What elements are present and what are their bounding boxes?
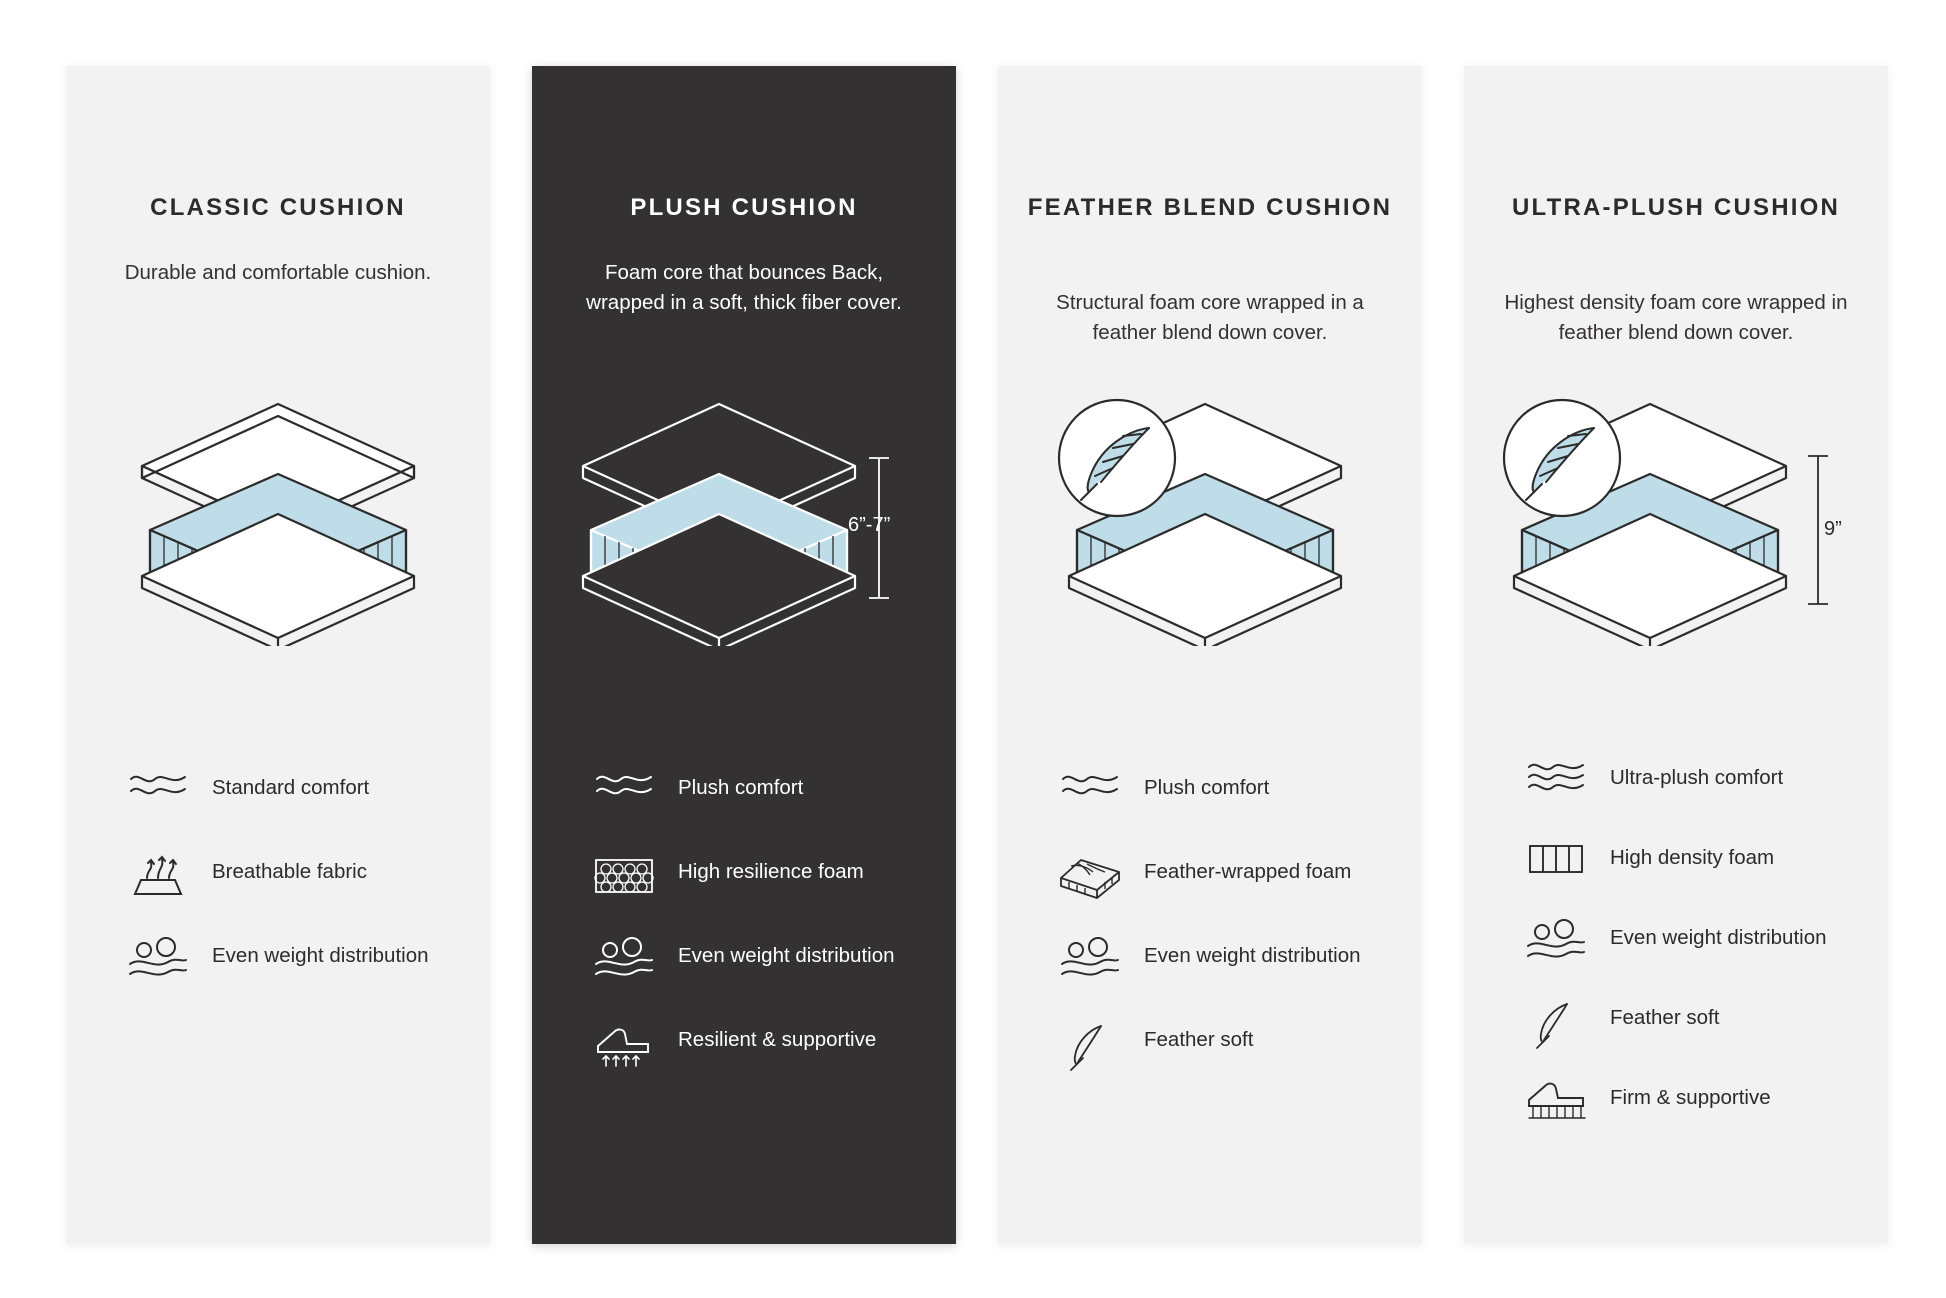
feature-list <box>584 766 924 1102</box>
feature-item <box>1050 1018 1390 1076</box>
feature-label: Breathable fabric <box>212 860 367 883</box>
feather-wrapped-foam-icon <box>1050 850 1130 900</box>
feature-label: Even weight distribution <box>1144 944 1361 967</box>
card-title: FEATHER BLEND CUSHION <box>1027 194 1393 221</box>
dimension-label: 6”-7” <box>848 514 891 536</box>
cushion-card-list <box>66 66 1888 1244</box>
cushion-exploded-diagram <box>1464 396 1888 726</box>
breathable-fabric-icon <box>118 850 198 898</box>
card-description: Foam core that bounces Back, wrapped in a soft, thick fiber cover. <box>586 261 902 315</box>
feature-label: Even weight distribution <box>212 944 429 967</box>
feature-item <box>1050 934 1390 992</box>
card-description: Durable and comfortable cushion. <box>124 261 432 284</box>
feature-item <box>1516 996 1856 1054</box>
feature-item <box>118 766 458 824</box>
feature-item <box>584 1018 924 1076</box>
feature-label: Feather soft <box>1144 1028 1254 1051</box>
feature-item <box>1516 836 1856 894</box>
feature-item <box>584 850 924 908</box>
weight-distribution-icon <box>1050 934 1130 982</box>
card-title: CLASSIC CUSHION <box>150 194 406 221</box>
feather-icon <box>1516 996 1596 1050</box>
feature-item <box>1050 766 1390 824</box>
feature-label: Plush comfort <box>678 776 804 799</box>
wave-icon <box>1050 766 1130 802</box>
feather-callout-badge <box>1504 400 1620 516</box>
feature-item <box>584 766 924 824</box>
feature-list <box>1516 756 1856 1160</box>
feature-item <box>118 850 458 908</box>
cushion-exploded-diagram <box>532 396 956 726</box>
wave-icon <box>1516 756 1596 792</box>
weight-distribution-icon <box>118 934 198 982</box>
feature-label: Firm & supportive <box>1610 1086 1771 1109</box>
feature-label: Resilient & supportive <box>678 1028 877 1051</box>
card-description: Structural foam core wrapped in a feather blend down cover. <box>1056 291 1364 345</box>
feature-label: Plush comfort <box>1144 776 1270 799</box>
dimension-label: 9” <box>1824 518 1842 540</box>
cushion-card-feather-blend[interactable] <box>998 66 1422 1244</box>
feature-item <box>1516 1076 1856 1134</box>
cushion-card-ultra-plush[interactable] <box>1464 66 1888 1244</box>
resilient-support-icon <box>584 1018 664 1068</box>
firm-support-icon <box>1516 1076 1596 1124</box>
feature-label: Even weight distribution <box>1610 926 1827 949</box>
cushion-exploded-diagram <box>998 396 1422 726</box>
feature-item <box>584 934 924 992</box>
feature-label: High density foam <box>1610 846 1775 869</box>
feature-label: Feather-wrapped foam <box>1144 860 1352 883</box>
feature-label: Feather soft <box>1610 1006 1720 1029</box>
card-description: Highest density foam core wrapped in feather blend down cover. <box>1504 291 1848 345</box>
feature-item <box>1516 916 1856 974</box>
weight-distribution-icon <box>1516 916 1596 964</box>
feather-icon <box>1050 1018 1130 1072</box>
feature-list <box>118 766 458 1018</box>
cushion-exploded-diagram <box>66 396 490 726</box>
feature-list <box>1050 766 1390 1102</box>
wave-icon <box>118 766 198 802</box>
feature-label: High resilience foam <box>678 860 864 883</box>
card-title: PLUSH CUSHION <box>630 194 858 221</box>
feature-label: Standard comfort <box>212 776 370 799</box>
feature-label: Even weight distribution <box>678 944 895 967</box>
feather-callout-badge <box>1059 400 1175 516</box>
feature-item <box>118 934 458 992</box>
weight-distribution-icon <box>584 934 664 982</box>
honeycomb-foam-icon <box>584 850 664 900</box>
high-density-foam-icon <box>1516 836 1596 880</box>
feature-item <box>1516 756 1856 814</box>
cushion-card-classic[interactable] <box>66 66 490 1244</box>
card-title: ULTRA-PLUSH CUSHION <box>1511 194 1840 221</box>
feature-label: Ultra-plush comfort <box>1610 766 1784 789</box>
wave-icon <box>584 766 664 802</box>
cushion-card-plush[interactable] <box>532 66 956 1244</box>
feature-item <box>1050 850 1390 908</box>
